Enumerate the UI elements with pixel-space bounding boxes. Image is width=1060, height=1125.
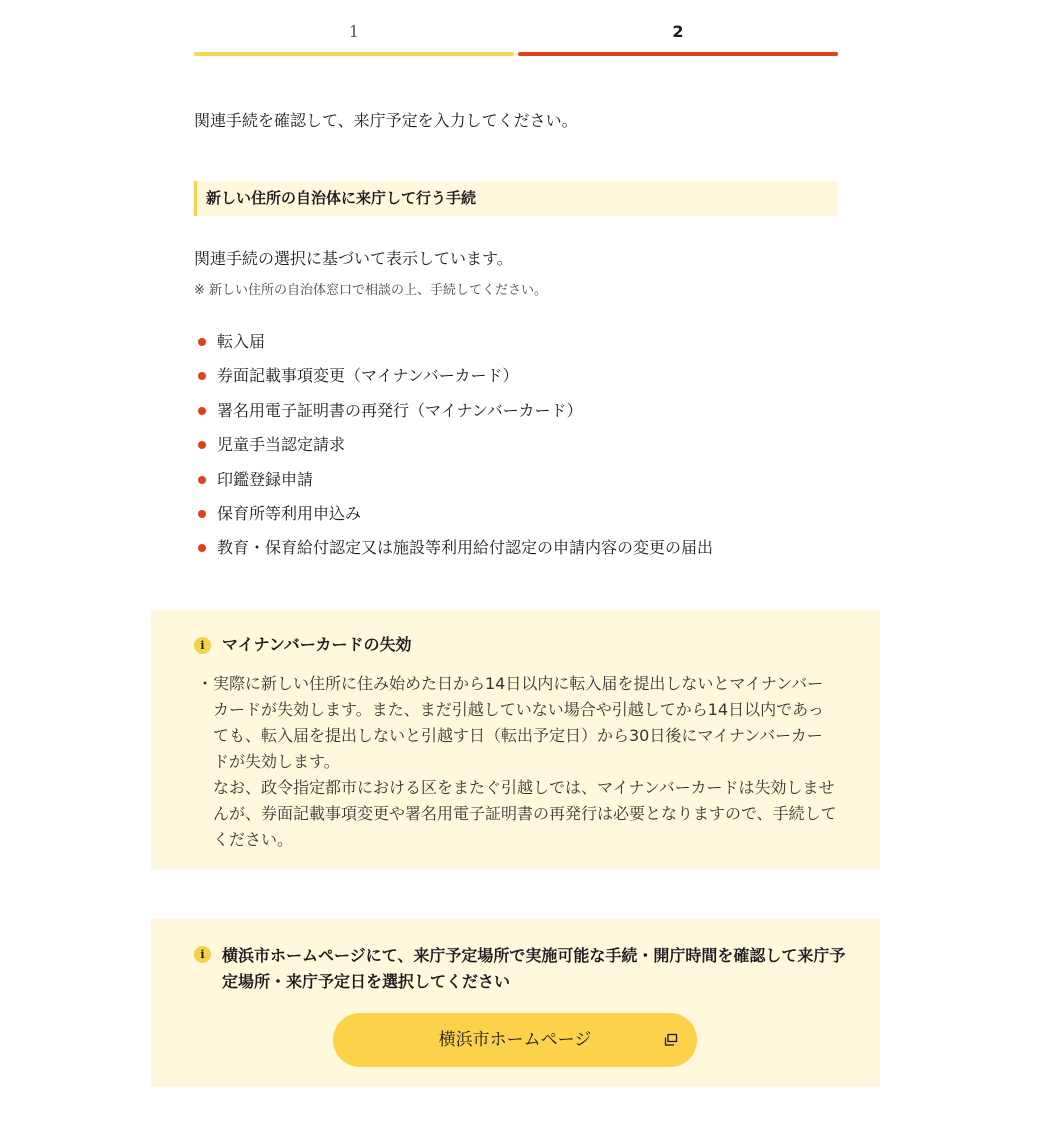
procedure-label: 転入届 <box>217 332 266 351</box>
procedure-label: 教育・保育給付認定又は施設等利用給付認定の申請内容の変更の届出 <box>217 538 714 558</box>
procedure-item <box>194 399 713 433</box>
procedure-label: 券面記載事項変更（マイナンバーカード） <box>217 366 519 386</box>
mynumber-expiry-card <box>151 610 880 869</box>
bullet-mark: ・ <box>197 674 214 693</box>
info-icon: i <box>194 946 211 963</box>
step-number: 1 <box>348 22 360 41</box>
procedure-list <box>194 330 713 571</box>
bullet-dot-icon <box>198 476 206 484</box>
card-paragraph: なお、政令指定都市における区をまたぐ引越しでは、マイナンバーカードは失効しませんが、券面記載事項変更や署名用電子証明書の再発行は必要となりますので、手続してください。 <box>213 778 837 849</box>
bullet-dot-icon <box>198 338 206 346</box>
procedure-label: 児童手当認定請求 <box>217 435 346 455</box>
procedure-label: 保育所等利用申込み <box>217 503 362 523</box>
procedure-label: 印鑑登録申請 <box>217 469 314 489</box>
external-link-icon <box>664 1033 678 1047</box>
procedure-item <box>194 502 713 536</box>
button-label: 横浜市ホームページ <box>438 1030 592 1049</box>
bullet-dot-icon <box>198 544 206 552</box>
procedure-item <box>194 536 713 570</box>
bullet-dot-icon <box>198 441 206 449</box>
procedure-item <box>194 364 713 398</box>
info-icon: i <box>194 637 211 654</box>
procedure-item <box>194 468 713 502</box>
step-1 <box>194 18 514 58</box>
step-2 <box>518 18 838 58</box>
card-body <box>197 671 837 853</box>
yokohama-homepage-card <box>151 919 880 1087</box>
card-title: マイナンバーカードの失効 <box>222 635 412 654</box>
card-title: 横浜市ホームページにて、来庁予定場所で実施可能な手続・開庁時間を確認して来庁予定場所・来庁予定日を選択してください <box>222 946 846 991</box>
step-progress-bar <box>194 52 514 56</box>
step-number: 2 <box>672 22 684 41</box>
based-on-text: 関連手続の選択に基づいて表示しています。 <box>194 249 513 268</box>
bullet-dot-icon <box>198 372 206 380</box>
step-indicator <box>194 18 838 58</box>
consult-note: ※ 新しい住所の自治体窓口で相談の上、手続してください。 <box>194 283 548 298</box>
bullet-dot-icon <box>198 510 206 518</box>
section-heading <box>194 181 838 216</box>
step-progress-bar <box>518 52 838 56</box>
procedure-item <box>194 330 713 364</box>
card-paragraph: 実際に新しい住所に住み始めた日から14日以内に転入届を提出しないとマイナンバーカードが失効します。また、まだ引越していない場合や引越してから14日以内であっても、転入届を提出しないと引越す日（転出予定日）から30日後にマイナンバーカードが失効します。 <box>213 674 824 771</box>
bullet-dot-icon <box>198 407 206 415</box>
intro-text: 関連手続を確認して、来庁予定を入力してください。 <box>194 111 578 130</box>
section-heading-text: 新しい住所の自治体に来庁して行う手続 <box>206 189 477 207</box>
procedure-label: 署名用電子証明書の再発行（マイナンバーカード） <box>217 400 583 420</box>
yokohama-homepage-button[interactable] <box>333 1013 697 1067</box>
procedure-item <box>194 433 713 467</box>
